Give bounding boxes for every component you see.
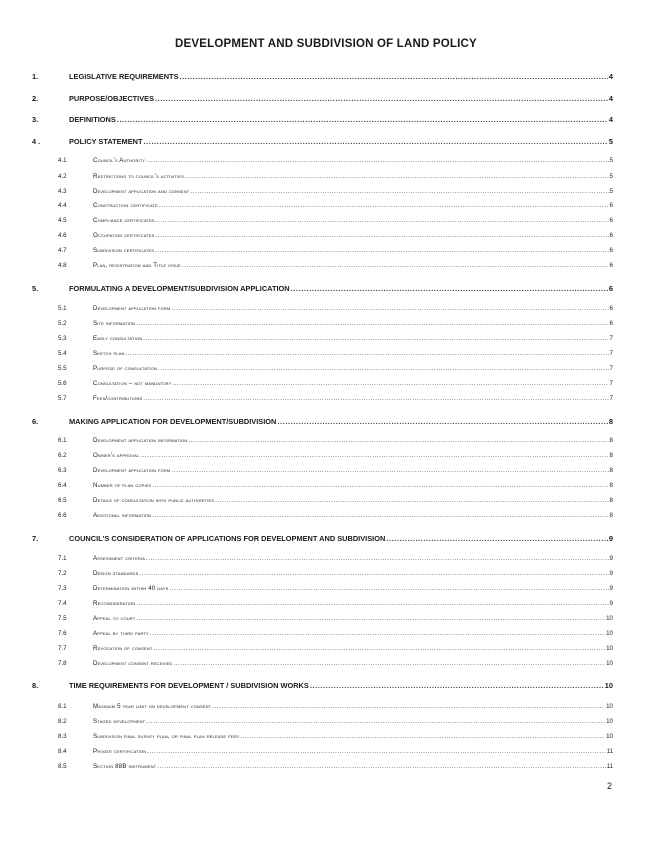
- dot-leader: [188, 437, 608, 444]
- dot-leader: [136, 600, 608, 607]
- toc-entry[interactable]: [58, 395, 613, 407]
- toc-entry-page: 8: [609, 437, 613, 444]
- dot-leader: [173, 660, 605, 667]
- toc-entry-number: 6.: [32, 417, 39, 426]
- toc-entry-page: 8: [609, 452, 613, 459]
- toc-entry-number: 6.2: [58, 452, 67, 459]
- toc-entry-page: 6: [609, 247, 613, 254]
- toc-entry-label: Sketch plan: [93, 350, 125, 357]
- toc-entry[interactable]: [58, 202, 613, 214]
- toc-entry-number: 7.4: [58, 600, 67, 607]
- toc-entry-number: 8.3: [58, 733, 67, 740]
- toc-entry-label: Design standards: [93, 570, 139, 577]
- toc-entry-label: COUNCIL'S CONSIDERATION OF APPLICATIONS FOR DEVELOPMENT AND SUBDIVISION: [69, 534, 386, 543]
- toc-entry[interactable]: [58, 437, 613, 449]
- toc-entry-label: MAKING APPLICATION FOR DEVELOPMENT/SUBDIVISION: [69, 417, 277, 426]
- toc-entry-number: 5.5: [58, 365, 67, 372]
- toc-entry-label: Occupation certificates: [93, 232, 155, 239]
- toc-entry-label: Additional information: [93, 512, 152, 519]
- dot-leader: [291, 284, 608, 293]
- toc-entry-page: 8: [609, 482, 613, 489]
- toc-entry[interactable]: [58, 173, 613, 185]
- dot-leader: [155, 94, 608, 103]
- toc-entry-label: Appeal by third party: [93, 630, 149, 637]
- dot-leader: [212, 703, 605, 710]
- dot-leader: [240, 733, 605, 740]
- toc-entry-page: 10: [606, 660, 613, 667]
- toc-entry[interactable]: [58, 305, 613, 317]
- toc-entry[interactable]: [58, 467, 613, 479]
- toc-entry-label: Development application information: [93, 437, 188, 444]
- toc-entry-page: 4: [608, 94, 613, 103]
- toc-entry-page: 11: [606, 748, 613, 755]
- toc-entry-number: 7.: [32, 534, 39, 543]
- toc-entry-number: 6.6: [58, 512, 67, 519]
- dot-leader: [152, 512, 608, 519]
- dot-leader: [143, 395, 608, 402]
- dot-leader: [277, 417, 608, 426]
- toc-entry[interactable]: [58, 365, 613, 377]
- toc-entry-page: 6: [609, 262, 613, 269]
- toc-entry-number: 7.1: [58, 555, 67, 562]
- dot-leader: [310, 681, 604, 690]
- toc-entry-number: 4.3: [58, 188, 67, 195]
- toc-entry-page: 6: [609, 232, 613, 239]
- toc-entry-number: 6.1: [58, 437, 67, 444]
- toc-entry-label: Compliance certificates: [93, 217, 155, 224]
- toc-entry[interactable]: [58, 585, 613, 597]
- dot-leader: [155, 247, 608, 254]
- dot-leader: [144, 137, 608, 146]
- toc-entry-label: Owner's approval: [93, 452, 140, 459]
- toc-entry-label: Subdivision certificates: [93, 247, 155, 254]
- toc-entry[interactable]: [32, 115, 613, 127]
- toc-entry-number: 4.4: [58, 202, 67, 209]
- toc-entry-page: 8: [609, 467, 613, 474]
- toc-entry[interactable]: [58, 512, 613, 524]
- toc-entry-number: 4.6: [58, 232, 67, 239]
- toc-entry-label: Early consultation: [93, 335, 143, 342]
- toc-entry-number: 6.4: [58, 482, 67, 489]
- toc-entry-page: 10: [606, 718, 613, 725]
- toc-entry[interactable]: [32, 94, 613, 106]
- toc-entry[interactable]: [58, 482, 613, 494]
- toc-entry-number: 4.8: [58, 262, 67, 269]
- toc-entry-label: Appeal to court: [93, 615, 136, 622]
- toc-entry-label: FORMULATING A DEVELOPMENT/SUBDIVISION APPLICATION: [69, 284, 290, 293]
- page-title: DEVELOPMENT AND SUBDIVISION OF LAND POLICY: [175, 38, 477, 50]
- toc-entry-label: Section 88B instrument: [93, 763, 157, 770]
- toc-entry[interactable]: [58, 217, 613, 229]
- toc-entry[interactable]: [58, 335, 613, 347]
- toc-entry-page: 9: [609, 570, 613, 577]
- dot-leader: [146, 718, 605, 725]
- toc-entry-label: Reconsideration: [93, 600, 136, 607]
- dot-leader: [156, 217, 609, 224]
- toc-entry-page: 10: [606, 615, 613, 622]
- toc-entry-number: 8.1: [58, 703, 67, 710]
- toc-entry[interactable]: [32, 284, 613, 296]
- toc-entry-number: 7.3: [58, 585, 67, 592]
- toc-entry-number: 5.7: [58, 395, 67, 402]
- toc-entry-number: 7.2: [58, 570, 67, 577]
- toc-entry[interactable]: [58, 232, 613, 244]
- toc-entry-label: DEFINITIONS: [69, 115, 116, 124]
- toc-entry[interactable]: [58, 660, 613, 672]
- toc-entry-page: 10: [606, 645, 613, 652]
- toc-entry-page: 6: [609, 305, 613, 312]
- toc-entry-page: 7: [609, 380, 613, 387]
- toc-entry-page: 9: [609, 555, 613, 562]
- toc-entry[interactable]: [58, 247, 613, 259]
- dot-leader: [140, 452, 608, 459]
- toc-entry-number: 4.2: [58, 173, 67, 180]
- toc-entry-number: 4.5: [58, 217, 67, 224]
- toc-entry-page: 10: [606, 630, 613, 637]
- dot-leader: [126, 350, 609, 357]
- toc-entry-number: 7.8: [58, 660, 67, 667]
- toc-entry-page: 5: [609, 173, 613, 180]
- toc-entry-number: 7.6: [58, 630, 67, 637]
- toc-entry-page: 7: [609, 395, 613, 402]
- toc-entry-page: 5: [608, 137, 613, 146]
- toc-entry-page: 11: [606, 763, 613, 770]
- toc-entry-label: Restrictions to council's activities: [93, 173, 185, 180]
- toc-entry-label: LEGISLATIVE REQUIREMENTS: [69, 72, 179, 81]
- toc-entry-label: Fees/contributions: [93, 395, 143, 402]
- dot-leader: [152, 482, 608, 489]
- dot-leader: [136, 320, 608, 327]
- dot-leader: [171, 305, 608, 312]
- toc-entry[interactable]: [58, 600, 613, 612]
- dot-leader: [155, 232, 608, 239]
- dot-leader: [171, 467, 608, 474]
- dot-leader: [139, 570, 608, 577]
- toc-entry[interactable]: [58, 763, 613, 775]
- dot-leader: [153, 645, 605, 652]
- toc-entry-number: 4 .: [32, 137, 41, 146]
- toc-entry[interactable]: [58, 262, 613, 274]
- toc-entry-number: 6.5: [58, 497, 67, 504]
- dot-leader: [117, 115, 608, 124]
- toc-entry[interactable]: [58, 718, 613, 730]
- toc-entry-label: Plan, registration and Title issue: [93, 262, 181, 269]
- toc-entry-label: Construction certificate: [93, 202, 158, 209]
- toc-entry[interactable]: [32, 681, 613, 693]
- toc-entry-number: 7.5: [58, 615, 67, 622]
- toc-entry-number: 5.4: [58, 350, 67, 357]
- toc-entry-page: 4: [608, 115, 613, 124]
- toc-entry-label: Private certification: [93, 748, 147, 755]
- toc-entry[interactable]: [58, 380, 613, 392]
- dot-leader: [146, 157, 608, 164]
- toc-entry-number: 4.1: [58, 157, 67, 164]
- toc-entry-page: 9: [609, 600, 613, 607]
- toc-entry-label: Details of consultation with public authorities: [93, 497, 215, 504]
- toc-entry-number: 5.2: [58, 320, 67, 327]
- toc-entry[interactable]: [58, 350, 613, 362]
- toc-entry[interactable]: [58, 615, 613, 627]
- dot-leader: [386, 534, 608, 543]
- toc-entry-label: Site information: [93, 320, 136, 327]
- dot-leader: [159, 202, 609, 209]
- toc-entry-label: Development application form: [93, 305, 171, 312]
- toc-entry-page: 6: [609, 202, 613, 209]
- toc-entry-page: 6: [608, 284, 613, 293]
- toc-entry-label: Number of plan copies: [93, 482, 152, 489]
- dot-leader: [185, 173, 609, 180]
- toc-entry[interactable]: [58, 555, 613, 567]
- toc-entry[interactable]: [58, 320, 613, 332]
- toc-entry[interactable]: [32, 534, 613, 546]
- toc-entry-page: 10: [606, 733, 613, 740]
- toc-entry-label: Purpose of consultation: [93, 365, 157, 372]
- toc-entry-label: Development application and consent: [93, 188, 190, 195]
- dot-leader: [190, 188, 608, 195]
- toc-entry-number: 8.5: [58, 763, 67, 770]
- toc-entry-page: 5: [609, 157, 613, 164]
- toc-entry-page: 8: [608, 417, 613, 426]
- toc-entry-label: TIME REQUIREMENTS FOR DEVELOPMENT / SUBDIVISION WORKS: [69, 681, 309, 690]
- toc-entry-number: 1.: [32, 72, 39, 81]
- toc-entry[interactable]: [58, 452, 613, 464]
- dot-leader: [172, 380, 608, 387]
- toc-entry-number: 8.4: [58, 748, 67, 755]
- toc-entry-number: 2.: [32, 94, 39, 103]
- toc-entry[interactable]: [58, 703, 613, 715]
- toc-entry-label: Consultation – not mandatory: [93, 380, 172, 387]
- toc-entry-label: PURPOSE/OBJECTIVES: [69, 94, 155, 103]
- dot-leader: [182, 262, 609, 269]
- dot-leader: [143, 335, 608, 342]
- page-number: 2: [606, 781, 612, 791]
- toc-entry[interactable]: [58, 188, 613, 200]
- toc-entry[interactable]: [58, 497, 613, 509]
- toc-entry-page: 7: [609, 365, 613, 372]
- toc-entry-label: Council's Authority: [93, 157, 146, 164]
- toc-entry[interactable]: [32, 72, 613, 84]
- toc-entry-page: 7: [609, 335, 613, 342]
- toc-entry-page: 9: [608, 534, 613, 543]
- toc-entry-page: 7: [609, 350, 613, 357]
- toc-entry-number: 7.7: [58, 645, 67, 652]
- toc-entry-label: Maximum 5 year limit on development consent: [93, 703, 212, 710]
- toc-entry-label: Determination within 40 days: [93, 585, 169, 592]
- dot-leader: [150, 630, 605, 637]
- toc-entry-page: 8: [609, 497, 613, 504]
- dot-leader: [158, 365, 609, 372]
- toc-entry[interactable]: [58, 157, 613, 169]
- dot-leader: [157, 763, 605, 770]
- dot-leader: [136, 615, 605, 622]
- toc-entry-label: POLICY STATEMENT: [69, 137, 143, 146]
- toc-entry-label: Development application form: [93, 467, 171, 474]
- toc-entry-number: 6.3: [58, 467, 67, 474]
- toc-entry-page: 5: [609, 188, 613, 195]
- toc-entry[interactable]: [58, 630, 613, 642]
- toc-entry-label: Staged development: [93, 718, 146, 725]
- toc-entry[interactable]: [58, 570, 613, 582]
- dot-leader: [147, 748, 605, 755]
- toc-entry-number: 8.: [32, 681, 39, 690]
- dot-leader: [180, 72, 608, 81]
- toc-entry[interactable]: [32, 417, 613, 429]
- toc-entry-number: 4.7: [58, 247, 67, 254]
- toc-entry-page: 6: [609, 320, 613, 327]
- toc-entry-label: Assessment criteria: [93, 555, 146, 562]
- toc-entry-page: 6: [609, 217, 613, 224]
- dot-leader: [146, 555, 609, 562]
- dot-leader: [169, 585, 608, 592]
- toc-entry[interactable]: [32, 137, 613, 149]
- toc-entry-page: 8: [609, 512, 613, 519]
- toc-entry-page: 10: [606, 703, 613, 710]
- dot-leader: [215, 497, 608, 504]
- toc-entry-number: 5.3: [58, 335, 67, 342]
- toc-entry-label: Revocation of consent: [93, 645, 153, 652]
- toc-entry-number: 5.: [32, 284, 39, 293]
- toc-entry-page: 4: [608, 72, 613, 81]
- toc-entry-label: Development consent received: [93, 660, 173, 667]
- toc-entry-page: 10: [604, 681, 613, 690]
- toc-entry[interactable]: [58, 748, 613, 760]
- toc-entry-number: 3.: [32, 115, 39, 124]
- toc-entry-number: 5.6: [58, 380, 67, 387]
- toc-entry[interactable]: [58, 645, 613, 657]
- toc-entry[interactable]: [58, 733, 613, 745]
- toc-entry-page: 9: [609, 585, 613, 592]
- toc-entry-number: 8.2: [58, 718, 67, 725]
- toc-entry-number: 5.1: [58, 305, 67, 312]
- toc-entry-label: Subdivision final survey plan, or final plan release fees: [93, 733, 240, 740]
